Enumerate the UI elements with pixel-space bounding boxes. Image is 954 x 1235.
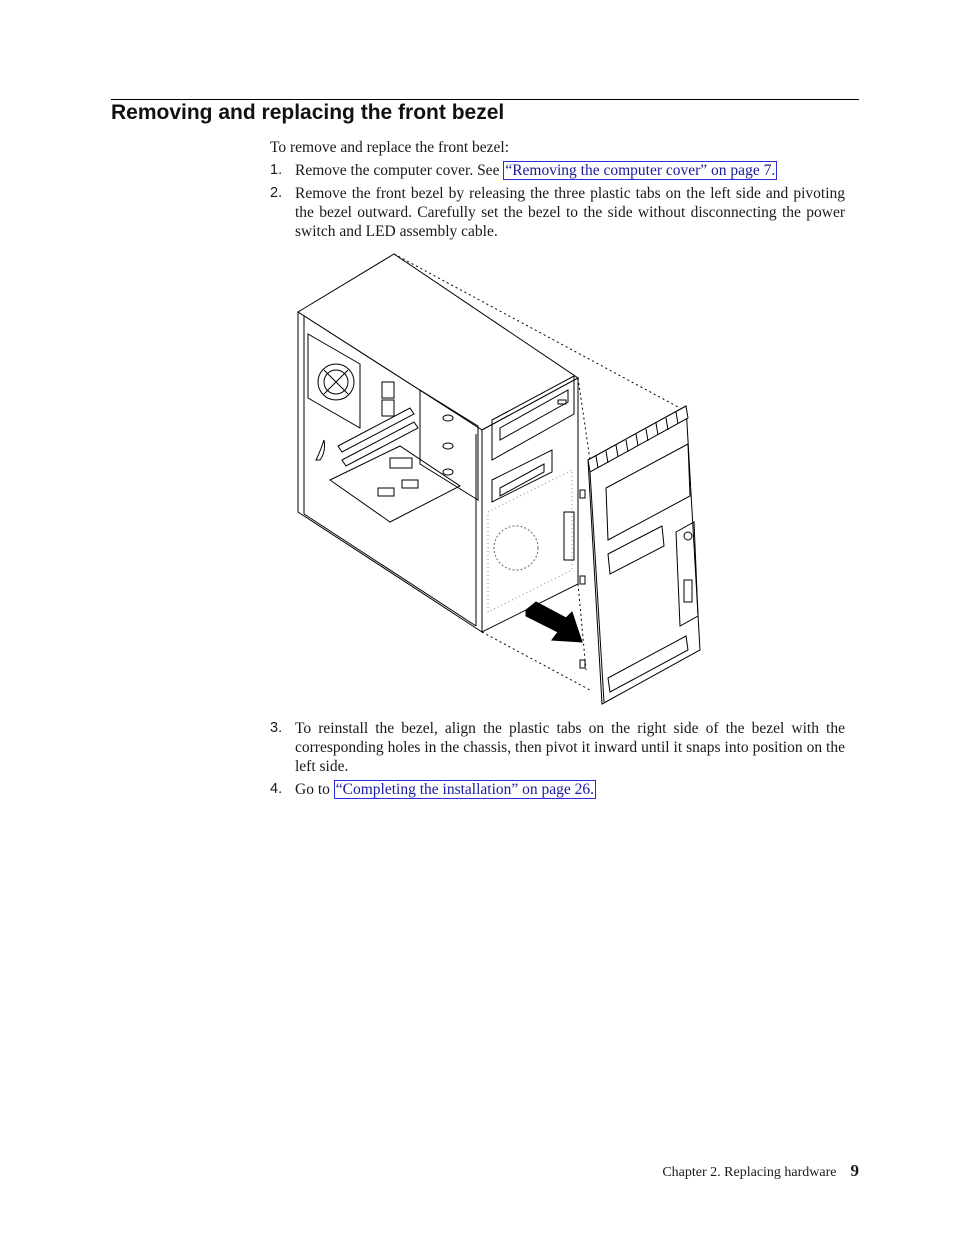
- step-number: 3.: [270, 720, 283, 736]
- step-1: [270, 161, 845, 180]
- step-number: 1.: [270, 162, 283, 178]
- step-2: [270, 184, 845, 242]
- page-footer: [662, 1161, 859, 1181]
- step-text: Remove the computer cover. See “Removing the computer cover” on page 7.: [295, 162, 776, 179]
- intro-text: To remove and replace the front bezel:: [270, 139, 510, 156]
- section-heading: Removing and replacing the front bezel: [111, 101, 505, 124]
- step-3: [270, 719, 845, 777]
- heading-rule: [111, 99, 859, 100]
- computer-chassis-bezel-removal-illustration: [298, 254, 700, 704]
- step-number: 4.: [270, 781, 283, 797]
- cross-reference-link[interactable]: “Removing the computer cover” on page 7.: [505, 162, 776, 179]
- page-number: 9: [850, 1161, 859, 1180]
- cross-reference-link[interactable]: “Completing the installation” on page 26.: [335, 781, 595, 798]
- step-4: [270, 780, 845, 799]
- step-text: Remove the front bezel by releasing the three plastic tabs on the left side and pivoting the bezel outward. Carefully set the bezel to the side without disconnecting the power switch and LED assembly cable.: [295, 185, 845, 241]
- chapter-title: Chapter 2. Replacing hardware: [662, 1165, 837, 1180]
- step-text: To reinstall the bezel, align the plastic tabs on the right side of the bezel with the corresponding holes in the chassis, then pivot it inward until it snaps into position on the left side.: [295, 720, 845, 776]
- step-text: Go to “Completing the installation” on page 26.: [295, 781, 595, 798]
- bezel-removal-figure: [290, 250, 710, 710]
- step-number: 2.: [270, 185, 283, 201]
